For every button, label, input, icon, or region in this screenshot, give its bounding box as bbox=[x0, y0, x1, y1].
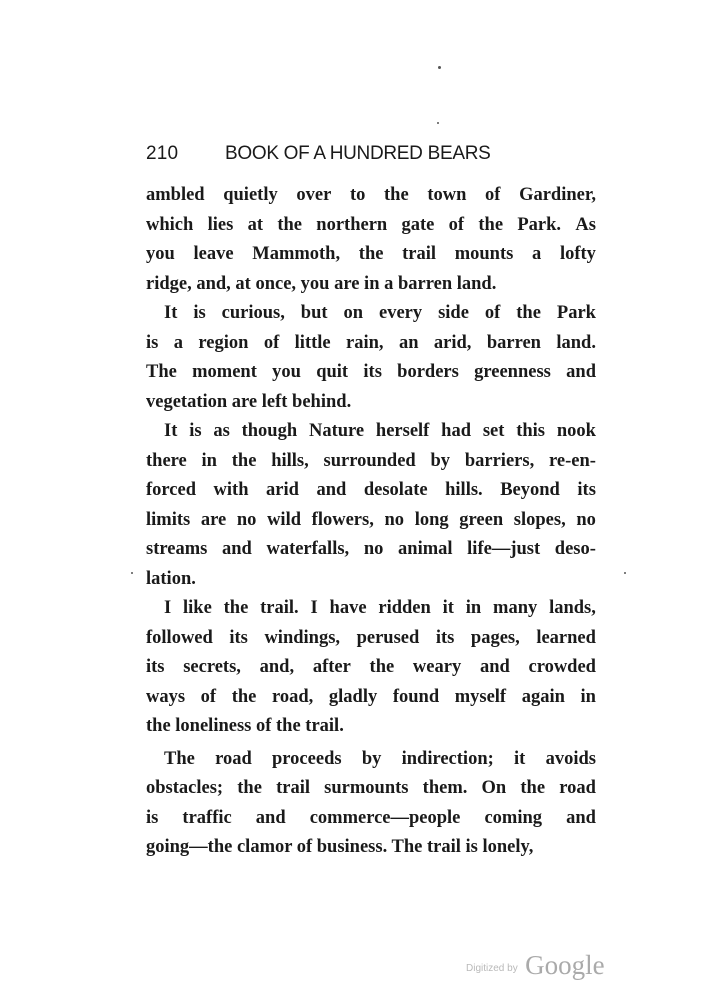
text-line: which lies at the northern gate of the Park. As bbox=[146, 214, 596, 235]
scan-speck bbox=[438, 66, 441, 69]
scan-speck bbox=[624, 572, 626, 574]
text-line: followed its windings, perused its pages, learned bbox=[146, 627, 596, 648]
text-line: It is as though Nature herself had set this nook bbox=[164, 421, 596, 441]
paragraph bbox=[146, 594, 596, 742]
paragraph bbox=[146, 745, 596, 863]
running-head: BOOK OF A HUNDRED BEARS bbox=[225, 143, 491, 164]
text-line: I like the trail. I have ridden it in many lands, bbox=[164, 598, 596, 618]
digitized-by-label: Digitized by bbox=[466, 963, 518, 974]
paragraph bbox=[146, 299, 596, 417]
scan-speck bbox=[437, 122, 439, 124]
text-line: is a region of little rain, an arid, barren land. bbox=[146, 332, 596, 353]
page-header bbox=[146, 143, 596, 173]
body-text bbox=[146, 181, 596, 863]
text-line: lation. bbox=[146, 568, 196, 589]
scan-speck bbox=[131, 572, 133, 574]
text-line: ridge, and, at once, you are in a barren land. bbox=[146, 273, 497, 294]
paragraph bbox=[146, 181, 596, 299]
text-line: The road proceeds by indirection; it avoids bbox=[164, 748, 596, 769]
page-number: 210 bbox=[146, 143, 179, 164]
text-line: the loneliness of the trail. bbox=[146, 716, 344, 736]
text-line: you leave Mammoth, the trail mounts a lofty bbox=[146, 244, 596, 264]
text-line: vegetation are left behind. bbox=[146, 391, 352, 412]
google-logo: Google bbox=[525, 950, 605, 980]
text-line: obstacles; the trail surmounts them. On the road bbox=[146, 778, 596, 798]
text-line: there in the hills, surrounded by barriers, re-en- bbox=[146, 450, 596, 471]
text-line: its secrets, and, after the weary and crowded bbox=[146, 657, 596, 677]
digitization-watermark bbox=[466, 950, 605, 981]
text-line: is traffic and commerce—people coming and bbox=[146, 807, 596, 828]
text-line: ambled quietly over to the town of Gardiner, bbox=[146, 185, 596, 205]
paragraph bbox=[146, 417, 596, 594]
text-line: limits are no wild flowers, no long green slopes, no bbox=[146, 509, 596, 530]
text-line: forced with arid and desolate hills. Beyond its bbox=[146, 480, 596, 500]
text-line: streams and waterfalls, no animal life—just deso- bbox=[146, 539, 596, 559]
text-line: ways of the road, gladly found myself again in bbox=[146, 686, 596, 707]
text-line: The moment you quit its borders greenness and bbox=[146, 362, 596, 382]
text-line: going—the clamor of business. The trail is lonely, bbox=[146, 837, 534, 857]
text-line: It is curious, but on every side of the Park bbox=[164, 303, 596, 323]
